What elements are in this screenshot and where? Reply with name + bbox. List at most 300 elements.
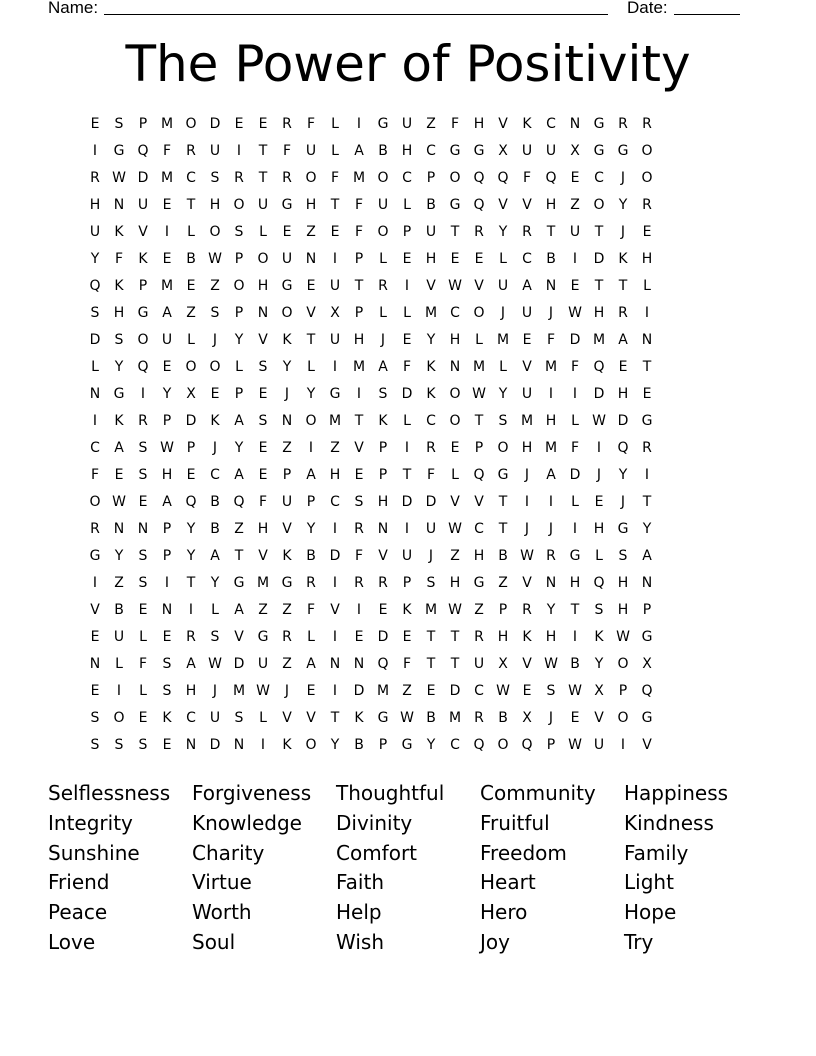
word-list-item: Thoughtful [336, 781, 445, 805]
grid-letter: L [307, 629, 315, 645]
grid-letter: F [402, 656, 412, 672]
grid-letter: G [617, 143, 629, 159]
grid-letter: U [281, 251, 293, 267]
grid-letter: O [305, 737, 317, 753]
grid-letter: U [209, 710, 221, 726]
grid-letter: U [497, 278, 509, 294]
grid-letter: Q [641, 683, 653, 699]
grid-letter: T [258, 143, 268, 159]
word-list-item: Fruitful [480, 810, 550, 835]
grid-letter: T [474, 413, 484, 429]
grid-letter: P [618, 683, 628, 699]
grid-letter: H [473, 548, 485, 564]
grid-letter: E [186, 467, 196, 483]
grid-letter: G [593, 143, 605, 159]
grid-letter: P [138, 116, 148, 132]
grid-letter: G [473, 143, 485, 159]
grid-letter: H [545, 413, 557, 429]
grid-letter: G [137, 305, 149, 321]
grid-letter: K [114, 278, 124, 294]
grid-letter: J [620, 224, 626, 240]
grid-letter: X [330, 305, 340, 321]
grid-letter: N [257, 305, 269, 321]
grid-letter: M [520, 413, 534, 429]
grid-letter: W [616, 629, 630, 645]
grid-letter: I [140, 386, 146, 402]
grid-letter: E [306, 683, 316, 699]
grid-letter: A [378, 359, 388, 375]
grid-letter: S [162, 683, 172, 699]
grid-letter: G [233, 575, 245, 591]
grid-letter: G [113, 143, 125, 159]
grid-letter: E [138, 494, 148, 510]
grid-letter: V [258, 332, 268, 348]
grid-letter: E [234, 116, 244, 132]
grid-letter: Q [497, 170, 509, 186]
grid-letter: E [426, 683, 436, 699]
grid-row [83, 678, 731, 705]
grid-letter: O [305, 413, 317, 429]
grid-letter: D [569, 332, 581, 348]
grid-letter: P [378, 467, 388, 483]
grid-letter: T [450, 629, 460, 645]
grid-letter: Y [426, 332, 436, 348]
grid-letter: I [644, 467, 650, 483]
grid-letter: N [641, 332, 653, 348]
grid-letter: T [354, 278, 364, 294]
name-blank-line [104, 14, 608, 15]
grid-letter: V [378, 548, 388, 564]
grid-letter: W [544, 656, 558, 672]
grid-letter: P [546, 737, 556, 753]
grid-letter: W [112, 494, 126, 510]
grid-letter: A [354, 143, 364, 159]
grid-letter: U [521, 386, 533, 402]
grid-letter: E [258, 116, 268, 132]
grid-letter: T [186, 197, 196, 213]
grid-letter: S [258, 413, 268, 429]
grid-letter: N [281, 413, 293, 429]
grid-letter: T [618, 278, 628, 294]
word-list-item: Divinity [336, 810, 413, 835]
grid-letter: I [116, 683, 122, 699]
grid-letter: D [401, 386, 413, 402]
grid-letter: D [425, 494, 437, 510]
grid-letter: K [354, 710, 364, 726]
grid-letter: A [546, 467, 556, 483]
grid-letter: E [474, 251, 484, 267]
grid-letter: D [137, 170, 149, 186]
grid-letter: G [281, 197, 293, 213]
word-list-item: Joy [480, 929, 510, 954]
grid-row [83, 651, 731, 678]
grid-letter: Y [186, 521, 196, 537]
grid-letter: U [401, 116, 413, 132]
grid-letter: O [617, 710, 629, 726]
grid-letter: Z [306, 224, 316, 240]
grid-letter: G [617, 521, 629, 537]
word-list-item: Selflessness [48, 781, 171, 805]
grid-letter: E [162, 359, 172, 375]
grid-letter: S [138, 548, 148, 564]
grid-letter: W [568, 305, 582, 321]
word-list-item: Knowledge [192, 810, 302, 835]
grid-letter: M [232, 683, 246, 699]
date-label: Date: [627, 0, 668, 17]
grid-letter: T [354, 413, 364, 429]
grid-letter: M [544, 359, 558, 375]
grid-letter: R [618, 116, 628, 132]
grid-letter: G [89, 548, 101, 564]
grid-letter: V [330, 602, 340, 618]
grid-letter: L [139, 683, 147, 699]
grid-letter: I [188, 602, 194, 618]
grid-row [83, 624, 731, 651]
grid-letter: H [257, 521, 269, 537]
grid-letter: R [522, 602, 532, 618]
grid-letter: L [235, 359, 243, 375]
grid-letter: I [596, 440, 602, 456]
grid-letter: T [258, 170, 268, 186]
grid-letter: C [186, 710, 196, 726]
grid-letter: E [258, 440, 268, 456]
grid-letter: R [354, 521, 364, 537]
grid-letter: F [450, 116, 460, 132]
grid-letter: Z [282, 656, 292, 672]
grid-letter: M [160, 278, 174, 294]
grid-letter: H [209, 197, 221, 213]
grid-letter: R [354, 575, 364, 591]
grid-letter: A [186, 656, 196, 672]
grid-letter: S [258, 359, 268, 375]
grid-letter: V [354, 440, 364, 456]
grid-letter: S [162, 656, 172, 672]
grid-letter: Q [473, 197, 485, 213]
grid-letter: D [353, 683, 365, 699]
grid-letter: E [402, 251, 412, 267]
grid-letter: E [642, 386, 652, 402]
grid-letter: I [548, 386, 554, 402]
word-list-item: Forgiveness [192, 781, 312, 805]
grid-letter: T [426, 656, 436, 672]
grid-letter: Y [114, 359, 124, 375]
grid-letter: Q [185, 494, 197, 510]
grid-letter: F [258, 494, 268, 510]
grid-letter: I [332, 521, 338, 537]
word-list-item: Family [624, 840, 689, 865]
word-list-item: Comfort [336, 840, 418, 865]
grid-letter: P [162, 548, 172, 564]
grid-letter: Z [210, 278, 220, 294]
grid-letter: Y [306, 521, 316, 537]
grid-letter: Q [377, 656, 389, 672]
grid-letter: T [642, 359, 652, 375]
grid-letter: C [474, 683, 484, 699]
grid-letter: M [424, 305, 438, 321]
grid-row [83, 354, 731, 381]
grid-letter: K [114, 413, 124, 429]
grid-letter: E [186, 278, 196, 294]
grid-letter: S [546, 683, 556, 699]
grid-letter: R [474, 224, 484, 240]
grid-letter: X [642, 656, 652, 672]
word-list-item: Virtue [192, 870, 252, 895]
grid-letter: B [546, 251, 556, 267]
grid-letter: O [257, 251, 269, 267]
grid-letter: L [307, 359, 315, 375]
grid-letter: F [138, 656, 148, 672]
grid-letter: Y [186, 548, 196, 564]
grid-letter: P [138, 278, 148, 294]
grid-letter: W [496, 683, 510, 699]
grid-letter: U [137, 197, 149, 213]
grid-letter: H [185, 683, 197, 699]
grid-letter: N [353, 656, 365, 672]
grid-letter: W [520, 548, 534, 564]
grid-letter: L [451, 467, 459, 483]
grid-letter: M [424, 602, 438, 618]
word-list-item: Happiness [624, 781, 729, 805]
grid-letter: O [113, 710, 125, 726]
grid-row [83, 597, 731, 624]
grid-letter: L [187, 224, 195, 240]
word-list-item: Faith [336, 870, 384, 895]
grid-letter: E [138, 602, 148, 618]
grid-letter: W [448, 278, 462, 294]
grid-letter: S [114, 116, 124, 132]
grid-letter: V [306, 710, 316, 726]
grid-letter: I [572, 521, 578, 537]
word-list-item: Hero [480, 900, 528, 925]
grid-letter: J [524, 521, 530, 537]
grid-letter: R [186, 143, 196, 159]
grid-letter: R [282, 170, 292, 186]
grid-letter: F [426, 467, 436, 483]
grid-letter: H [377, 494, 389, 510]
grid-letter: V [498, 197, 508, 213]
grid-letter: P [354, 305, 364, 321]
grid-letter: Y [234, 440, 244, 456]
grid-letter: B [306, 548, 316, 564]
grid-letter: Q [521, 737, 533, 753]
grid-letter: R [474, 629, 484, 645]
grid-letter: C [186, 170, 196, 186]
grid-letter: T [546, 224, 556, 240]
grid-letter: G [473, 575, 485, 591]
grid-letter: X [498, 656, 508, 672]
grid-letter: T [234, 548, 244, 564]
grid-letter: S [90, 305, 100, 321]
grid-letter: W [568, 737, 582, 753]
grid-letter: F [114, 251, 124, 267]
grid-letter: U [521, 143, 533, 159]
grid-letter: A [234, 602, 244, 618]
grid-letter: E [642, 224, 652, 240]
grid-letter: Y [498, 386, 508, 402]
grid-row [83, 327, 731, 354]
grid-letter: U [377, 197, 389, 213]
grid-letter: R [474, 710, 484, 726]
grid-letter: K [378, 413, 388, 429]
grid-letter: F [570, 440, 580, 456]
grid-letter: J [620, 170, 626, 186]
grid-letter: E [570, 170, 580, 186]
grid-letter: K [402, 602, 412, 618]
grid-letter: K [594, 629, 604, 645]
grid-letter: I [524, 494, 530, 510]
grid-letter: E [570, 278, 580, 294]
grid-letter: C [474, 521, 484, 537]
grid-letter: I [548, 494, 554, 510]
grid-letter: V [522, 656, 532, 672]
grid-letter: E [258, 467, 268, 483]
grid-letter: I [92, 575, 98, 591]
grid-letter: O [209, 359, 221, 375]
grid-letter: T [450, 656, 460, 672]
grid-letter: Z [186, 305, 196, 321]
grid-letter: A [234, 467, 244, 483]
grid-letter: V [522, 359, 532, 375]
grid-letter: E [138, 710, 148, 726]
grid-letter: F [162, 143, 172, 159]
grid-letter: O [137, 332, 149, 348]
grid-letter: U [161, 332, 173, 348]
grid-letter: L [187, 332, 195, 348]
grid-letter: H [305, 197, 317, 213]
grid-letter: A [114, 440, 124, 456]
grid-letter: T [594, 278, 604, 294]
grid-letter: O [641, 170, 653, 186]
grid-letter: W [448, 602, 462, 618]
grid-letter: D [377, 629, 389, 645]
grid-letter: L [379, 251, 387, 267]
grid-letter: E [162, 737, 172, 753]
grid-letter: O [209, 224, 221, 240]
grid-letter: S [138, 467, 148, 483]
grid-letter: Z [426, 116, 436, 132]
grid-letter: X [570, 143, 580, 159]
grid-letter: L [499, 251, 507, 267]
grid-letter: P [498, 602, 508, 618]
letter-grid [83, 111, 731, 759]
grid-letter: S [114, 737, 124, 753]
grid-letter: E [162, 629, 172, 645]
grid-letter: A [642, 548, 652, 564]
grid-letter: F [354, 548, 364, 564]
date-blank-line [674, 14, 740, 15]
grid-letter: P [378, 440, 388, 456]
grid-letter: E [354, 629, 364, 645]
grid-letter: W [472, 386, 486, 402]
grid-letter: O [449, 170, 461, 186]
grid-letter: O [497, 737, 509, 753]
grid-letter: U [425, 224, 437, 240]
grid-letter: B [210, 494, 220, 510]
word-list-item: Worth [192, 900, 252, 925]
grid-letter: Z [498, 575, 508, 591]
grid-letter: G [257, 629, 269, 645]
grid-letter: A [162, 305, 172, 321]
grid-letter: V [522, 197, 532, 213]
grid-letter: P [354, 251, 364, 267]
grid-letter: T [450, 224, 460, 240]
grid-letter: L [331, 116, 339, 132]
grid-letter: A [618, 332, 628, 348]
grid-letter: U [569, 224, 581, 240]
grid-letter: G [281, 575, 293, 591]
grid-letter: L [91, 359, 99, 375]
grid-letter: S [90, 710, 100, 726]
grid-letter: P [162, 413, 172, 429]
grid-letter: D [569, 467, 581, 483]
grid-letter: E [258, 386, 268, 402]
grid-letter: L [379, 305, 387, 321]
grid-letter: M [328, 413, 342, 429]
grid-letter: Z [114, 575, 124, 591]
grid-letter: T [642, 494, 652, 510]
grid-letter: B [426, 197, 436, 213]
grid-letter: Y [282, 359, 292, 375]
grid-letter: H [353, 332, 365, 348]
grid-letter: S [594, 602, 604, 618]
grid-letter: K [282, 548, 292, 564]
grid-letter: L [595, 548, 603, 564]
grid-letter: M [352, 170, 366, 186]
grid-letter: W [448, 521, 462, 537]
grid-letter: V [282, 521, 292, 537]
grid-row [83, 381, 731, 408]
grid-letter: G [449, 143, 461, 159]
grid-letter: T [498, 494, 508, 510]
grid-letter: L [331, 143, 339, 159]
grid-letter: O [377, 170, 389, 186]
grid-letter: L [499, 359, 507, 375]
grid-letter: P [642, 602, 652, 618]
grid-letter: L [403, 197, 411, 213]
grid-letter: H [401, 143, 413, 159]
grid-letter: S [210, 170, 220, 186]
grid-letter: S [138, 575, 148, 591]
grid-row [83, 165, 731, 192]
grid-letter: L [139, 629, 147, 645]
grid-letter: H [593, 521, 605, 537]
grid-letter: J [284, 683, 290, 699]
grid-letter: Z [258, 602, 268, 618]
grid-letter: J [524, 467, 530, 483]
grid-letter: C [450, 737, 460, 753]
grid-letter: K [282, 332, 292, 348]
grid-letter: W [112, 170, 126, 186]
grid-letter: E [354, 467, 364, 483]
grid-letter: V [282, 710, 292, 726]
grid-letter: J [596, 467, 602, 483]
grid-letter: S [618, 548, 628, 564]
grid-letter: E [282, 224, 292, 240]
grid-letter: E [162, 251, 172, 267]
grid-letter: R [546, 548, 556, 564]
grid-letter: W [160, 440, 174, 456]
word-list-item: Hope [624, 900, 677, 925]
grid-row [83, 300, 731, 327]
grid-letter: Q [89, 278, 101, 294]
grid-letter: S [498, 413, 508, 429]
grid-letter: E [594, 494, 604, 510]
grid-letter: O [449, 413, 461, 429]
grid-letter: Q [473, 170, 485, 186]
grid-letter: V [426, 278, 436, 294]
grid-letter: G [569, 548, 581, 564]
grid-letter: O [281, 305, 293, 321]
